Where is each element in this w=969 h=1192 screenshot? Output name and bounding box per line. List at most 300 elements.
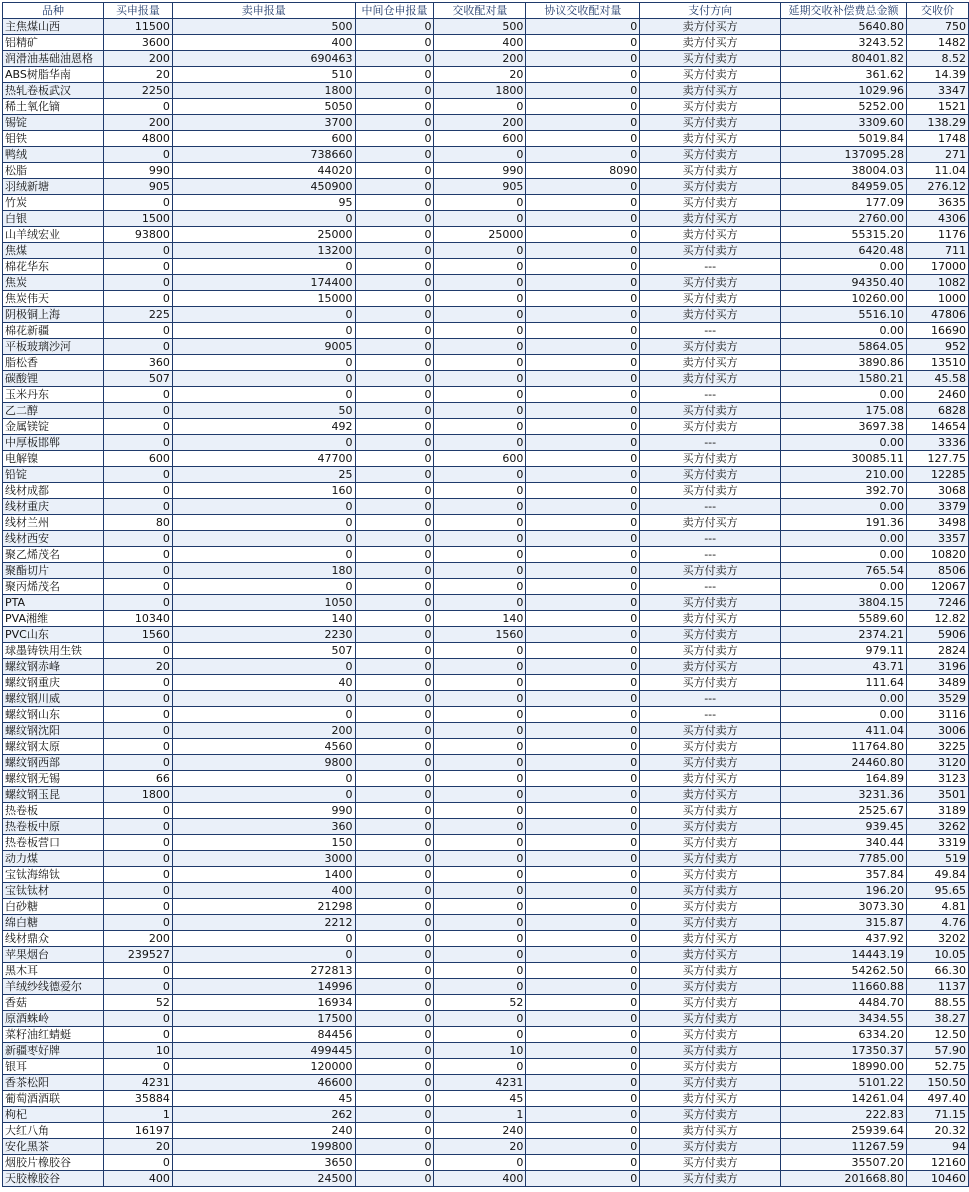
cell-sell-qty: 0 [173, 435, 355, 450]
cell-delivery-price: 3319 [907, 835, 968, 850]
cell-sell-qty: 16934 [173, 995, 355, 1010]
cell-payment-direction: --- [640, 531, 780, 546]
cell-buy-qty: 0 [104, 739, 172, 754]
cell-payment-direction: 买方付卖方 [640, 739, 780, 754]
cell-matched-qty: 0 [434, 195, 525, 210]
col-header-compensation-total: 延期交收补偿费总金额 [781, 3, 906, 18]
cell-buy-qty: 10340 [104, 611, 172, 626]
cell-matched-qty: 140 [434, 611, 525, 626]
cell-delivery-price: 1082 [907, 275, 968, 290]
cell-matched-qty: 4231 [434, 1075, 525, 1090]
cell-payment-direction: 买方付卖方 [640, 643, 780, 658]
cell-matched-qty: 0 [434, 339, 525, 354]
table-row [3, 1059, 968, 1074]
cell-compensation-total: 0.00 [781, 579, 906, 594]
cell-payment-direction: 卖方付买方 [640, 355, 780, 370]
cell-intermediate-qty: 0 [356, 627, 434, 642]
cell-delivery-price: 3498 [907, 515, 968, 530]
cell-sell-qty: 13200 [173, 243, 355, 258]
cell-buy-qty: 0 [104, 275, 172, 290]
cell-intermediate-qty: 0 [356, 371, 434, 386]
cell-intermediate-qty: 0 [356, 323, 434, 338]
cell-delivery-price: 14.39 [907, 67, 968, 82]
cell-sell-qty: 360 [173, 819, 355, 834]
cell-variety: 动力煤 [3, 851, 103, 866]
col-header-delivery-price: 交收价 [907, 3, 968, 18]
cell-agreement-matched-qty: 0 [526, 515, 639, 530]
cell-payment-direction: 卖方付买方 [640, 227, 780, 242]
cell-sell-qty: 95 [173, 195, 355, 210]
cell-matched-qty: 0 [434, 595, 525, 610]
cell-buy-qty: 1560 [104, 627, 172, 642]
cell-buy-qty: 20 [104, 659, 172, 674]
cell-intermediate-qty: 0 [356, 963, 434, 978]
cell-intermediate-qty: 0 [356, 419, 434, 434]
cell-compensation-total: 340.44 [781, 835, 906, 850]
cell-agreement-matched-qty: 0 [526, 307, 639, 322]
table-row [3, 227, 968, 242]
cell-delivery-price: 3336 [907, 435, 968, 450]
cell-sell-qty: 25000 [173, 227, 355, 242]
cell-buy-qty: 360 [104, 355, 172, 370]
table-row [3, 787, 968, 802]
cell-compensation-total: 315.87 [781, 915, 906, 930]
cell-sell-qty: 4560 [173, 739, 355, 754]
cell-compensation-total: 6334.20 [781, 1027, 906, 1042]
cell-sell-qty: 14996 [173, 979, 355, 994]
cell-sell-qty: 2230 [173, 627, 355, 642]
cell-matched-qty: 0 [434, 499, 525, 514]
table-row [3, 179, 968, 194]
cell-sell-qty: 0 [173, 307, 355, 322]
cell-variety: PTA [3, 595, 103, 610]
cell-variety: 原酒蛛岭 [3, 1011, 103, 1026]
cell-buy-qty: 0 [104, 835, 172, 850]
cell-matched-qty: 0 [434, 755, 525, 770]
table-row [3, 515, 968, 530]
cell-agreement-matched-qty: 0 [526, 19, 639, 34]
cell-payment-direction: 买方付卖方 [640, 419, 780, 434]
table-row [3, 51, 968, 66]
cell-variety: 螺纹钢太原 [3, 739, 103, 754]
cell-compensation-total: 54262.50 [781, 963, 906, 978]
cell-intermediate-qty: 0 [356, 995, 434, 1010]
cell-variety: 碳酸锂 [3, 371, 103, 386]
cell-sell-qty: 9005 [173, 339, 355, 354]
table-row [3, 355, 968, 370]
cell-compensation-total: 210.00 [781, 467, 906, 482]
cell-buy-qty: 0 [104, 531, 172, 546]
cell-intermediate-qty: 0 [356, 211, 434, 226]
cell-matched-qty: 0 [434, 1011, 525, 1026]
cell-variety: 松脂 [3, 163, 103, 178]
cell-compensation-total: 3231.36 [781, 787, 906, 802]
cell-buy-qty: 0 [104, 675, 172, 690]
table-row [3, 899, 968, 914]
cell-delivery-price: 1482 [907, 35, 968, 50]
cell-intermediate-qty: 0 [356, 195, 434, 210]
cell-agreement-matched-qty: 0 [526, 851, 639, 866]
cell-matched-qty: 400 [434, 1171, 525, 1186]
cell-payment-direction: 买方付卖方 [640, 115, 780, 130]
table-row [3, 275, 968, 290]
cell-payment-direction: 买方付卖方 [640, 755, 780, 770]
cell-variety: 锡锭 [3, 115, 103, 130]
cell-delivery-price: 10.05 [907, 947, 968, 962]
cell-matched-qty: 905 [434, 179, 525, 194]
cell-buy-qty: 0 [104, 195, 172, 210]
cell-delivery-price: 4.76 [907, 915, 968, 930]
cell-intermediate-qty: 0 [356, 19, 434, 34]
cell-sell-qty: 1800 [173, 83, 355, 98]
table-row [3, 771, 968, 786]
cell-matched-qty: 0 [434, 483, 525, 498]
cell-agreement-matched-qty: 0 [526, 547, 639, 562]
cell-buy-qty: 3600 [104, 35, 172, 50]
cell-agreement-matched-qty: 0 [526, 131, 639, 146]
cell-agreement-matched-qty: 0 [526, 1059, 639, 1074]
cell-variety: 螺纹钢西部 [3, 755, 103, 770]
cell-matched-qty: 0 [434, 675, 525, 690]
table-row [3, 147, 968, 162]
cell-payment-direction: 卖方付买方 [640, 211, 780, 226]
cell-agreement-matched-qty: 0 [526, 643, 639, 658]
cell-delivery-price: 17000 [907, 259, 968, 274]
table-row [3, 915, 968, 930]
cell-matched-qty: 0 [434, 323, 525, 338]
cell-variety: 绵白糖 [3, 915, 103, 930]
cell-buy-qty: 0 [104, 915, 172, 930]
cell-agreement-matched-qty: 0 [526, 947, 639, 962]
cell-agreement-matched-qty: 0 [526, 1171, 639, 1186]
cell-sell-qty: 5050 [173, 99, 355, 114]
cell-sell-qty: 0 [173, 547, 355, 562]
cell-variety: 鸭绒 [3, 147, 103, 162]
cell-compensation-total: 25939.64 [781, 1123, 906, 1138]
cell-payment-direction: 卖方付买方 [640, 83, 780, 98]
cell-compensation-total: 175.08 [781, 403, 906, 418]
cell-sell-qty: 2212 [173, 915, 355, 930]
cell-sell-qty: 272813 [173, 963, 355, 978]
cell-intermediate-qty: 0 [356, 675, 434, 690]
cell-matched-qty: 0 [434, 419, 525, 434]
cell-payment-direction: 买方付卖方 [640, 147, 780, 162]
cell-payment-direction: --- [640, 691, 780, 706]
cell-sell-qty: 3000 [173, 851, 355, 866]
table-row [3, 163, 968, 178]
cell-agreement-matched-qty: 0 [526, 35, 639, 50]
cell-sell-qty: 200 [173, 723, 355, 738]
cell-buy-qty: 0 [104, 963, 172, 978]
cell-agreement-matched-qty: 0 [526, 419, 639, 434]
cell-delivery-price: 10820 [907, 547, 968, 562]
cell-sell-qty: 50 [173, 403, 355, 418]
cell-payment-direction: 买方付卖方 [640, 1011, 780, 1026]
col-header-payment-direction: 支付方向 [640, 3, 780, 18]
cell-buy-qty: 0 [104, 579, 172, 594]
cell-agreement-matched-qty: 0 [526, 1091, 639, 1106]
cell-delivery-price: 57.90 [907, 1043, 968, 1058]
cell-sell-qty: 262 [173, 1107, 355, 1122]
cell-compensation-total: 14443.19 [781, 947, 906, 962]
cell-compensation-total: 164.89 [781, 771, 906, 786]
cell-sell-qty: 21298 [173, 899, 355, 914]
cell-matched-qty: 0 [434, 403, 525, 418]
cell-delivery-price: 952 [907, 339, 968, 354]
cell-buy-qty: 0 [104, 883, 172, 898]
cell-matched-qty: 25000 [434, 227, 525, 242]
cell-sell-qty: 24500 [173, 1171, 355, 1186]
cell-agreement-matched-qty: 0 [526, 531, 639, 546]
cell-sell-qty: 738660 [173, 147, 355, 162]
cell-payment-direction: 买方付卖方 [640, 1075, 780, 1090]
cell-payment-direction: 买方付卖方 [640, 67, 780, 82]
cell-compensation-total: 177.09 [781, 195, 906, 210]
table-row [3, 19, 968, 34]
cell-buy-qty: 0 [104, 979, 172, 994]
cell-intermediate-qty: 0 [356, 691, 434, 706]
cell-agreement-matched-qty: 8090 [526, 163, 639, 178]
cell-delivery-price: 66.30 [907, 963, 968, 978]
cell-intermediate-qty: 0 [356, 1027, 434, 1042]
cell-sell-qty: 0 [173, 515, 355, 530]
cell-matched-qty: 240 [434, 1123, 525, 1138]
cell-variety: 白砂糖 [3, 899, 103, 914]
cell-compensation-total: 43.71 [781, 659, 906, 674]
cell-payment-direction: 买方付卖方 [640, 339, 780, 354]
cell-sell-qty: 180 [173, 563, 355, 578]
cell-compensation-total: 0.00 [781, 435, 906, 450]
cell-payment-direction: 买方付卖方 [640, 867, 780, 882]
cell-variety: 球墨铸铁用生铁 [3, 643, 103, 658]
cell-matched-qty: 200 [434, 115, 525, 130]
cell-sell-qty: 3700 [173, 115, 355, 130]
cell-payment-direction: 买方付卖方 [640, 723, 780, 738]
cell-variety: 铝精矿 [3, 35, 103, 50]
cell-delivery-price: 3120 [907, 755, 968, 770]
cell-payment-direction: 买方付卖方 [640, 483, 780, 498]
cell-matched-qty: 0 [434, 787, 525, 802]
cell-payment-direction: --- [640, 579, 780, 594]
table-row [3, 595, 968, 610]
cell-variety: 宝钛海绵钛 [3, 867, 103, 882]
col-header-variety: 品种 [3, 3, 103, 18]
cell-agreement-matched-qty: 0 [526, 579, 639, 594]
table-row [3, 259, 968, 274]
cell-agreement-matched-qty: 0 [526, 227, 639, 242]
cell-compensation-total: 3804.15 [781, 595, 906, 610]
cell-agreement-matched-qty: 0 [526, 803, 639, 818]
cell-variety: 黑木耳 [3, 963, 103, 978]
cell-compensation-total: 5640.80 [781, 19, 906, 34]
cell-compensation-total: 0.00 [781, 531, 906, 546]
col-header-agreement-matched-qty: 协议交收配对量 [526, 3, 639, 18]
col-header-matched-qty: 交收配对量 [434, 3, 525, 18]
cell-matched-qty: 990 [434, 163, 525, 178]
cell-payment-direction: 买方付卖方 [640, 1139, 780, 1154]
cell-buy-qty: 0 [104, 723, 172, 738]
cell-agreement-matched-qty: 0 [526, 243, 639, 258]
cell-agreement-matched-qty: 0 [526, 195, 639, 210]
table-row [3, 1091, 968, 1106]
cell-buy-qty: 0 [104, 1027, 172, 1042]
cell-payment-direction: 买方付卖方 [640, 915, 780, 930]
cell-buy-qty: 1500 [104, 211, 172, 226]
cell-compensation-total: 4484.70 [781, 995, 906, 1010]
cell-agreement-matched-qty: 0 [526, 819, 639, 834]
cell-buy-qty: 0 [104, 563, 172, 578]
cell-compensation-total: 3697.38 [781, 419, 906, 434]
cell-payment-direction: 买方付卖方 [640, 467, 780, 482]
cell-payment-direction: 买方付卖方 [640, 275, 780, 290]
cell-variety: 热轧卷板武汉 [3, 83, 103, 98]
cell-variety: 中厚板邯郸 [3, 435, 103, 450]
cell-compensation-total: 35507.20 [781, 1155, 906, 1170]
cell-matched-qty: 1800 [434, 83, 525, 98]
cell-intermediate-qty: 0 [356, 835, 434, 850]
cell-delivery-price: 3635 [907, 195, 968, 210]
cell-delivery-price: 13510 [907, 355, 968, 370]
cell-intermediate-qty: 0 [356, 851, 434, 866]
table-row [3, 867, 968, 882]
cell-compensation-total: 10260.00 [781, 291, 906, 306]
cell-matched-qty: 0 [434, 579, 525, 594]
table-row [3, 1043, 968, 1058]
cell-variety: 稀土氧化镝 [3, 99, 103, 114]
cell-payment-direction: --- [640, 435, 780, 450]
cell-buy-qty: 0 [104, 707, 172, 722]
cell-delivery-price: 52.75 [907, 1059, 968, 1074]
cell-intermediate-qty: 0 [356, 1139, 434, 1154]
table-row [3, 1011, 968, 1026]
cell-sell-qty: 0 [173, 387, 355, 402]
cell-variety: 主焦煤山西 [3, 19, 103, 34]
table-row [3, 707, 968, 722]
cell-compensation-total: 0.00 [781, 547, 906, 562]
cell-matched-qty: 0 [434, 563, 525, 578]
cell-compensation-total: 3434.55 [781, 1011, 906, 1026]
cell-sell-qty: 1050 [173, 595, 355, 610]
cell-intermediate-qty: 0 [356, 563, 434, 578]
table-row [3, 323, 968, 338]
cell-variety: 乙二醇 [3, 403, 103, 418]
cell-matched-qty: 0 [434, 99, 525, 114]
cell-payment-direction: --- [640, 323, 780, 338]
cell-variety: 苹果烟台 [3, 947, 103, 962]
cell-sell-qty: 0 [173, 371, 355, 386]
table-row [3, 1171, 968, 1186]
cell-intermediate-qty: 0 [356, 467, 434, 482]
cell-variety: 润滑油基础油恩格 [3, 51, 103, 66]
cell-delivery-price: 2824 [907, 643, 968, 658]
report-container [2, 2, 969, 1187]
cell-payment-direction: 卖方付买方 [640, 771, 780, 786]
cell-payment-direction: 买方付卖方 [640, 979, 780, 994]
cell-variety: 烟胶片橡胶谷 [3, 1155, 103, 1170]
cell-delivery-price: 3225 [907, 739, 968, 754]
cell-compensation-total: 17350.37 [781, 1043, 906, 1058]
cell-sell-qty: 47700 [173, 451, 355, 466]
cell-variety: 安化黑茶 [3, 1139, 103, 1154]
cell-intermediate-qty: 0 [356, 1011, 434, 1026]
table-row [3, 963, 968, 978]
cell-matched-qty: 52 [434, 995, 525, 1010]
cell-variety: 线材西安 [3, 531, 103, 546]
cell-variety: 羊绒纱线德爱尔 [3, 979, 103, 994]
cell-compensation-total: 24460.80 [781, 755, 906, 770]
cell-compensation-total: 18990.00 [781, 1059, 906, 1074]
cell-payment-direction: 卖方付买方 [640, 371, 780, 386]
cell-payment-direction: 买方付卖方 [640, 99, 780, 114]
cell-buy-qty: 0 [104, 595, 172, 610]
cell-sell-qty: 0 [173, 931, 355, 946]
cell-sell-qty: 990 [173, 803, 355, 818]
cell-buy-qty: 0 [104, 499, 172, 514]
cell-compensation-total: 2760.00 [781, 211, 906, 226]
cell-buy-qty: 0 [104, 259, 172, 274]
cell-sell-qty: 492 [173, 419, 355, 434]
cell-buy-qty: 905 [104, 179, 172, 194]
cell-variety: 热卷板中原 [3, 819, 103, 834]
cell-matched-qty: 0 [434, 659, 525, 674]
cell-sell-qty: 1400 [173, 867, 355, 882]
cell-agreement-matched-qty: 0 [526, 1075, 639, 1090]
cell-compensation-total: 94350.40 [781, 275, 906, 290]
cell-sell-qty: 150 [173, 835, 355, 850]
cell-compensation-total: 201668.80 [781, 1171, 906, 1186]
cell-buy-qty: 239527 [104, 947, 172, 962]
cell-buy-qty: 0 [104, 643, 172, 658]
cell-buy-qty: 2250 [104, 83, 172, 98]
cell-delivery-price: 16690 [907, 323, 968, 338]
cell-delivery-price: 497.40 [907, 1091, 968, 1106]
cell-matched-qty: 1 [434, 1107, 525, 1122]
table-row [3, 467, 968, 482]
cell-compensation-total: 55315.20 [781, 227, 906, 242]
cell-payment-direction: 卖方付买方 [640, 19, 780, 34]
cell-intermediate-qty: 0 [356, 227, 434, 242]
cell-matched-qty: 0 [434, 371, 525, 386]
cell-agreement-matched-qty: 0 [526, 259, 639, 274]
cell-sell-qty: 84456 [173, 1027, 355, 1042]
cell-payment-direction: 买方付卖方 [640, 1171, 780, 1186]
cell-intermediate-qty: 0 [356, 723, 434, 738]
cell-matched-qty: 0 [434, 691, 525, 706]
cell-agreement-matched-qty: 0 [526, 1011, 639, 1026]
cell-agreement-matched-qty: 0 [526, 739, 639, 754]
cell-intermediate-qty: 0 [356, 755, 434, 770]
cell-buy-qty: 0 [104, 323, 172, 338]
cell-delivery-price: 20.32 [907, 1123, 968, 1138]
table-row [3, 691, 968, 706]
cell-intermediate-qty: 0 [356, 451, 434, 466]
table-row [3, 35, 968, 50]
cell-delivery-price: 5906 [907, 627, 968, 642]
cell-buy-qty: 200 [104, 115, 172, 130]
cell-intermediate-qty: 0 [356, 179, 434, 194]
cell-agreement-matched-qty: 0 [526, 867, 639, 882]
cell-agreement-matched-qty: 0 [526, 339, 639, 354]
cell-intermediate-qty: 0 [356, 883, 434, 898]
cell-payment-direction: 买方付卖方 [640, 835, 780, 850]
cell-delivery-price: 3006 [907, 723, 968, 738]
cell-delivery-price: 12067 [907, 579, 968, 594]
table-row [3, 195, 968, 210]
cell-delivery-price: 1748 [907, 131, 968, 146]
cell-matched-qty: 0 [434, 1155, 525, 1170]
table-row [3, 435, 968, 450]
table-row [3, 483, 968, 498]
